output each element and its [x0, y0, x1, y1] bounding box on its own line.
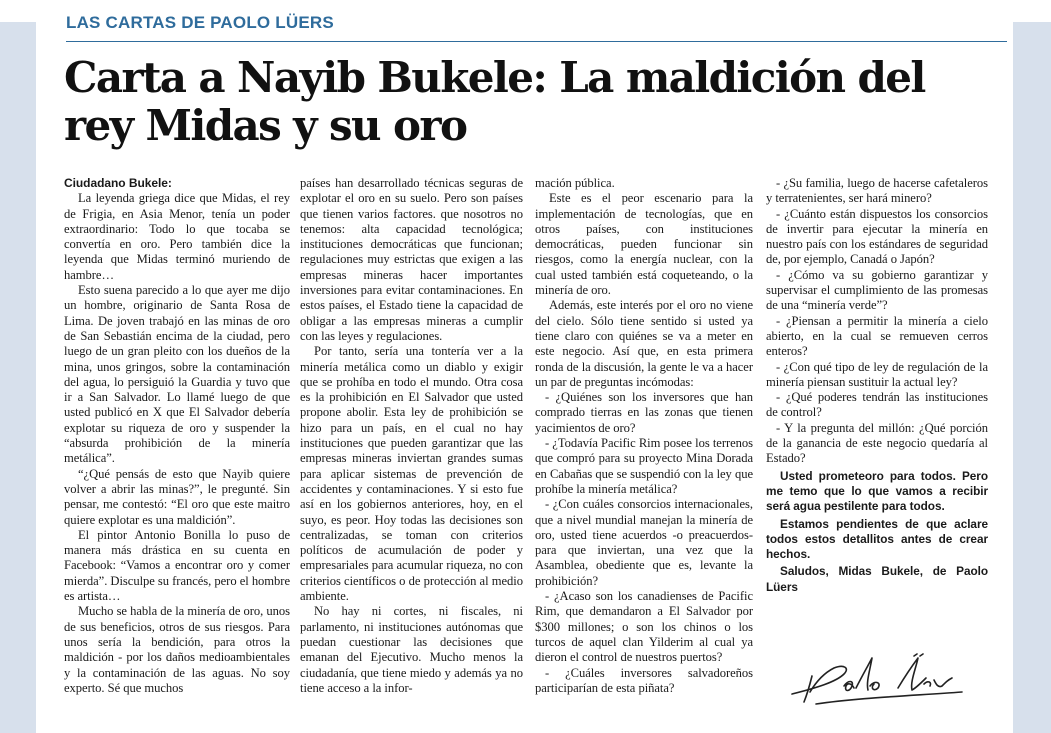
- question-paragraph: - ¿Su familia, luego de hacerse cafetaleros y terratenientes, ser hará minero?: [766, 176, 988, 206]
- body-paragraph: Por tanto, sería una tontería ver a la minería metálica como un diablo y exigir que se prohíba en todo el mundo. Otra cosa es la prohibición en El Salvador que usted propone abolir. Esta ley de prohibición se hizo para un país, en el cual no hay instituciones que pueden garantizar que las empresas mineras inviertan grandes sumas para aplicar sistemas de prevención de accidentes y contaminaciones. Y si esto fue así en los gobiernos anteriores, hoy, en el suyo, es peor. Hoy todas las decisiones son centralizadas, se toman con criterios políticos de acumulación de poder y empresariales para acumular riqueza, no con criterios científicos o de protección al medio ambiente.: [300, 344, 523, 604]
- closing-paragraph: Saludos, Midas Bukele, de Paolo Lüers: [766, 564, 988, 594]
- body-paragraph: El pintor Antonio Bonilla lo puso de manera más drástica en su cuenta en Facebook: “Vamos a encontrar oro y comer mierda”. Disculpe su francés, pero el hombre es artista…: [64, 527, 290, 604]
- question-paragraph: - Y la pregunta del millón: ¿Qué porción de la ganancia de este negocio quedaría al Estado?: [766, 420, 988, 466]
- body-paragraph: La leyenda griega dice que Midas, el rey de Frigia, en Asia Menor, tenía un poder extraordinario: Todo lo que tocaba se convertía en oro. Pero también dice la leyenda que Midas terminó muriendo de hambre…: [64, 191, 290, 282]
- article-column-3: [535, 176, 753, 732]
- question-paragraph: - ¿Cómo va su gobierno garantizar y supervisar el cumplimiento de las promesas de una “minería verde”?: [766, 267, 988, 313]
- question-paragraph: - ¿Cuánto están dispuestos los consorcios de invertir para ejecutar la minería en nuestro país con los estándares de seguridad de, por ejemplo, Canadá o Japón?: [766, 206, 988, 267]
- closing-paragraph: Estamos pendientes de que aclare todos estos detallitos antes de crear hechos.: [766, 516, 988, 562]
- body-paragraph: Mucho se habla de la minería de oro, unos de sus beneficios, otros de sus riesgos. Para unos sería la bendición, para otros la maldición - por los daños medioambientales y la contaminación de las aguas. No soy experto. Sé que muchos: [64, 604, 290, 695]
- body-paragraph: países han desarrollado técnicas seguras de explotar el oro en su suelo. Pero son países que tienen varios factores. que nosotros no tenemos: alta capacidad tecnológica; instituciones democráticas que funcionan; regulaciones muy estrictas que exigen a las empresas mineras hacer importantes inversiones para evitar contaminaciones. En estos países, el Estado tiene la capacidad de obligar a las empresas mineras a cumplir con las leyes y regulaciones.: [300, 176, 523, 343]
- right-margin-band: [1013, 22, 1051, 733]
- question-paragraph: - ¿Qué poderes tendrán las instituciones de control?: [766, 390, 988, 420]
- article-column-1: [64, 176, 290, 732]
- closing-paragraph: Usted prometeoro para todos. Pero me temo que lo que vamos a recibir será agua pestilente para todos.: [766, 468, 988, 514]
- letter-salutation: Ciudadano Bukele:: [64, 176, 172, 190]
- article-headline: Carta a Nayib Bukele: La maldición del rey Midas y su oro: [64, 53, 925, 150]
- question-paragraph: - ¿Piensan a permitir la minería a cielo abierto, en la cual se remueven cerros enteros?: [766, 313, 988, 359]
- body-paragraph: “¿Qué pensás de esto que Nayib quiere volver a abrir las minas?”, le pregunté. Sin pensar, me contestó: “El oro que este maitro quiere explotar es una maldición”.: [64, 466, 290, 527]
- body-paragraph: mación pública.: [535, 176, 615, 190]
- body-paragraph: Además, este interés por el oro no viene del cielo. Sólo tiene sentido si usted ya tiene claro con quiénes se va a meter en este negocio. Así que, en esta primera ronda de la discusión, la gente le va a hacer un par de preguntas incómodas:: [535, 298, 753, 389]
- question-paragraph: - ¿Acaso son los canadienses de Pacific Rim, que demandaron a El Salvador por $300 millones; o son los chinos o los turcos de aquel clan Yilderim al cual ya dieron el control de nuestros puertos?: [535, 589, 753, 665]
- section-divider: [66, 41, 1007, 42]
- article-column-2: [300, 176, 523, 732]
- body-paragraph: Este es el peor escenario para la implementación de tecnologías, que en otros países, con instituciones democráticas, pueden funcionar sin riesgos, como la energía nuclear, con la cual usted también está coqueteando, o la minería de oro.: [535, 191, 753, 298]
- question-paragraph: - ¿Todavía Pacific Rim posee los terrenos que compró para su proyecto Mina Dorada en Cabañas que se suspendió con la ley que prohíbe la minería metálica?: [535, 436, 753, 496]
- section-label: LAS CARTAS DE PAOLO LÜERS: [66, 13, 334, 32]
- question-paragraph: - ¿Con qué tipo de ley de regulación de la minería piensan sustituir la actual ley?: [766, 359, 988, 389]
- left-margin-band: [0, 22, 36, 733]
- body-paragraph: Esto suena parecido a lo que ayer me dijo un hombre, originario de Santa Rosa de Lima. De joven trabajó en las minas de oro de San Sebastián encima de la ciudad, pero luego de un gran pleito con los dueños de la mina, unos gringos, sobre la contaminación del agua, lo persiguió la Guardia y tuvo que ir a San Salvador. Lo llamé luego de que usted publicó en X que El Salvador debería explotar su riqueza de oro y suspender la “absurda prohibición de la minería metálica”.: [64, 283, 290, 466]
- signature-image: [786, 648, 966, 708]
- body-paragraph: No hay ni cortes, ni fiscales, ni parlamento, ni instituciones autónomas que puedan cuestionar las decisiones que emanan del Ejecutivo. Mucho menos la ciudadanía, que tiene miedo y además ya no tiene acceso a la infor-: [300, 604, 523, 695]
- question-paragraph: - ¿Cuáles inversores salvadoreños participarían de esta piñata?: [535, 665, 753, 695]
- question-paragraph: - ¿Con cuáles consorcios internacionales, que a nivel mundial manejan la minería de oro, usted tiene acuerdos -o preacuerdos- para que inviertan, una vez que la Asamblea, obediente que es, levante la prohibición?: [535, 497, 753, 588]
- question-paragraph: - ¿Quiénes son los inversores que han comprado tierras en las zonas que tienen yacimientos de oro?: [535, 390, 753, 435]
